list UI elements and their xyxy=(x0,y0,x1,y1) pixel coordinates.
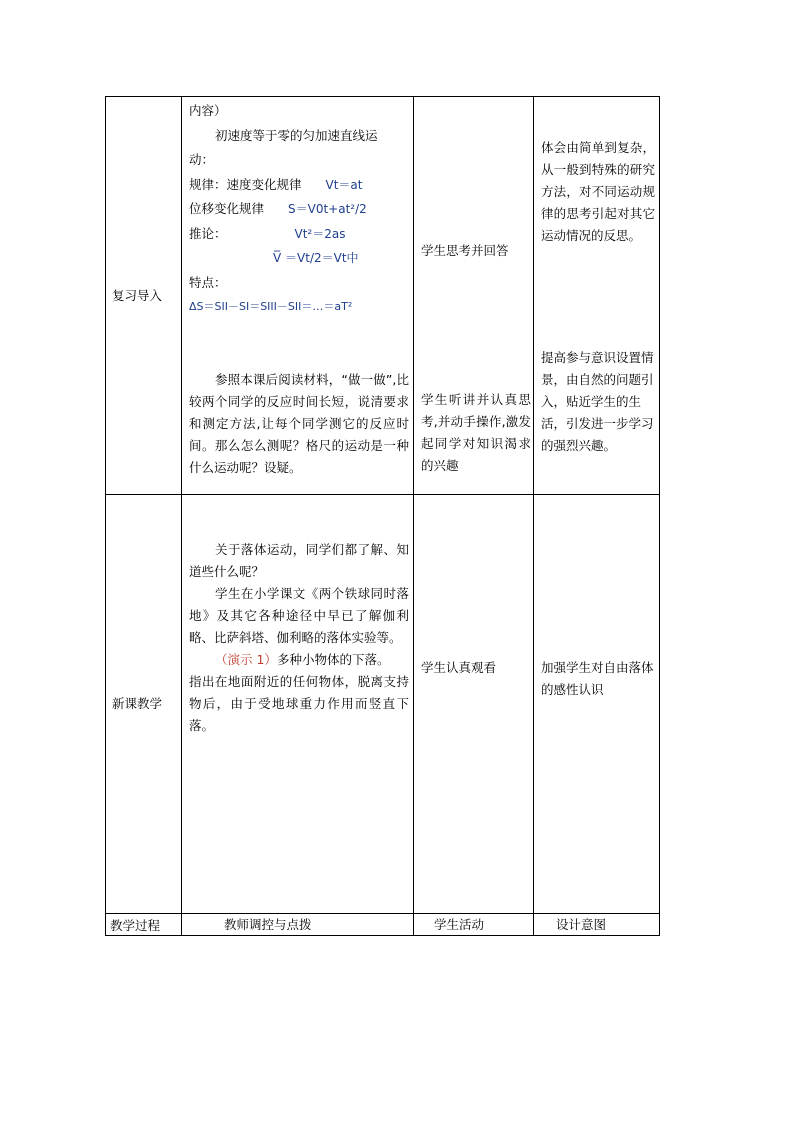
new-teacher-text: 关于落体运动，同学们都了解、知道些什么呢？ 学生在小学课文《两个铁球同时落地》及其它各种途径中早已了解伽利略、比萨斜塔、伽利略的落体实验等。 （演示 1）多种小物体的下落。 指出在地面附近的任何物体，脱离支持物后，由于受地球重力作用而竖直下落。 xyxy=(189,542,409,733)
student-activity-new: 学生认真观看 xyxy=(421,660,497,675)
table-row xyxy=(106,97,660,495)
student-activity-a: 学生思考并回答 xyxy=(421,243,509,258)
review-teacher-top: 内容） 初速度等于零的匀加速直线运 动： 规律：速度变化规律 Vt＝at 位移变化规律 S＝V0t+at²/2 推论： Vt²＝2as V̅ ＝Vt/2＝Vt中 特点： ΔS＝SII－SI＝SIII－SII＝…＝aT² xyxy=(189,99,409,320)
header-cell-teacher: 教师调控与点拨 xyxy=(182,914,414,936)
review-teacher-bottom: 参照本课后阅读材料，“做一做”,比较两个同学的反应时间长短，说清要求和测定方法,让每个同学测它的反应时间。那么怎么测呢？格尺的运动是一种什么运动呢？设疑。 xyxy=(189,372,409,475)
design-cell-new xyxy=(534,495,660,914)
formula-velocity: Vt＝at xyxy=(325,177,363,192)
stage-cell-new xyxy=(106,495,182,914)
design-intent-b: 提高参与意识设置情景，由自然的问题引入，贴近学生的生活，引发进一步学习的强烈兴趣。 xyxy=(541,350,654,453)
formula-inference: Vt²＝2as xyxy=(294,226,346,241)
header-cell-student: 学生活动 xyxy=(414,914,534,936)
student-activity-b: 学生听讲并认真思考,并动手操作,激发起同学对知识渴求的兴趣 xyxy=(421,392,531,473)
design-intent-new: 加强学生对自由落体的感性认识 xyxy=(541,660,654,697)
design-cell-review xyxy=(534,97,660,495)
table-row xyxy=(106,495,660,914)
table-row xyxy=(106,914,660,936)
student-cell-review xyxy=(414,97,534,495)
header-cell-process: 教学过程 xyxy=(106,914,182,936)
demo-label: （演示 1） xyxy=(215,652,277,667)
stage-label-new: 新课教学 xyxy=(112,696,163,711)
lesson-plan-table xyxy=(105,96,660,936)
formula-average-velocity: V̅ ＝Vt/2＝Vt中 xyxy=(273,251,359,265)
formula-delta-s: ΔS＝SII－SI＝SIII－SII＝…＝aT² xyxy=(189,300,353,313)
design-intent-a: 体会由简单到复杂，从一般到特殊的研究方法，对不同运动规律的思考引起对其它运动情况的反思。 xyxy=(541,140,655,243)
stage-label-review: 复习导入 xyxy=(112,287,163,303)
stage-cell-review xyxy=(106,97,182,495)
formula-displacement: S＝V0t+at²/2 xyxy=(288,202,367,216)
student-cell-new xyxy=(414,495,534,914)
header-cell-design: 设计意图 xyxy=(534,914,660,936)
teacher-cell-new xyxy=(182,495,414,914)
teacher-cell-review xyxy=(182,97,414,495)
